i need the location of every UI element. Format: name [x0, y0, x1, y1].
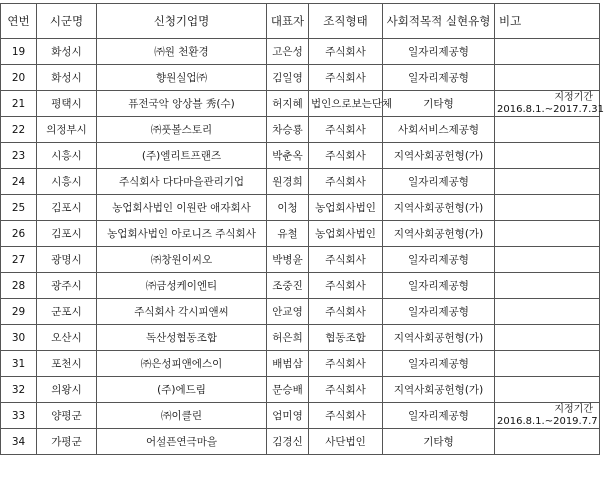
table-row: [1, 39, 600, 65]
cell-note: 지정기간 2016.8.1.~2017.7.31: [495, 91, 600, 117]
cell-representative: 유철: [267, 221, 309, 247]
cell-note: 지정기간 2016.8.1.~2019.7.7: [495, 403, 600, 429]
cell-purpose-type: 일자리제공형: [383, 351, 495, 377]
cell-org-type: 주식회사: [309, 299, 383, 325]
table-header-row: [1, 4, 600, 39]
cell-purpose-type: 일자리제공형: [383, 299, 495, 325]
table-row: [1, 247, 600, 273]
cell-company: 농업회사법인 아로니즈 주식회사: [97, 221, 267, 247]
cell-city: 시흥시: [37, 143, 97, 169]
cell-company: ㈜이클린: [97, 403, 267, 429]
cell-city: 시흥시: [37, 169, 97, 195]
cell-purpose-type: 지역사회공헌형(가): [383, 377, 495, 403]
cell-company: 주식회사 각시피앤씨: [97, 299, 267, 325]
table-row: [1, 403, 600, 429]
cell-representative: 박춘옥: [267, 143, 309, 169]
cell-org-type: 농업회사법인: [309, 221, 383, 247]
cell-org-type: 주식회사: [309, 143, 383, 169]
cell-note: [495, 351, 600, 377]
cell-city: 가평군: [37, 429, 97, 455]
cell-no: 24: [1, 169, 37, 195]
header-note: 비고: [495, 4, 600, 39]
cell-city: 군포시: [37, 299, 97, 325]
cell-representative: 원경희: [267, 169, 309, 195]
cell-no: 22: [1, 117, 37, 143]
cell-company: ㈜금성케이엔티: [97, 273, 267, 299]
cell-purpose-type: 지역사회공헌형(가): [383, 143, 495, 169]
table-row: [1, 195, 600, 221]
cell-representative: 조중진: [267, 273, 309, 299]
cell-company: ㈜창원이씨오: [97, 247, 267, 273]
header-city: 시군명: [37, 4, 97, 39]
cell-org-type: 법인으로보는단체: [309, 91, 383, 117]
cell-city: 의왕시: [37, 377, 97, 403]
cell-note: [495, 169, 600, 195]
table-row: [1, 429, 600, 455]
company-list-document: [0, 3, 604, 455]
cell-org-type: 주식회사: [309, 351, 383, 377]
cell-company: 농업회사법인 이원란 애자회사: [97, 195, 267, 221]
cell-purpose-type: 일자리제공형: [383, 247, 495, 273]
cell-org-type: 농업회사법인: [309, 195, 383, 221]
cell-city: 포천시: [37, 351, 97, 377]
cell-representative: 이청: [267, 195, 309, 221]
cell-org-type: 주식회사: [309, 65, 383, 91]
cell-no: 28: [1, 273, 37, 299]
cell-no: 20: [1, 65, 37, 91]
cell-representative: 김일영: [267, 65, 309, 91]
table-row: [1, 221, 600, 247]
table-row: [1, 377, 600, 403]
cell-no: 31: [1, 351, 37, 377]
cell-representative: 문승배: [267, 377, 309, 403]
cell-purpose-type: 지역사회공헌형(가): [383, 195, 495, 221]
cell-city: 평택시: [37, 91, 97, 117]
cell-note: [495, 377, 600, 403]
cell-org-type: 주식회사: [309, 39, 383, 65]
cell-no: 30: [1, 325, 37, 351]
cell-representative: 김경신: [267, 429, 309, 455]
cell-org-type: 주식회사: [309, 377, 383, 403]
cell-city: 김포시: [37, 221, 97, 247]
cell-purpose-type: 일자리제공형: [383, 39, 495, 65]
table-body: [1, 39, 604, 455]
table-row: [1, 273, 600, 299]
cell-note: [495, 195, 600, 221]
cell-company: 퓨전국악 앙상블 秀(수): [97, 91, 267, 117]
cell-city: 의정부시: [37, 117, 97, 143]
cell-representative: 박병윤: [267, 247, 309, 273]
cell-representative: 허지혜: [267, 91, 309, 117]
cell-org-type: 사단법인: [309, 429, 383, 455]
cell-company: ㈜은성피앤에스이: [97, 351, 267, 377]
cell-note: [495, 39, 600, 65]
cell-company: 독산성협동조합: [97, 325, 267, 351]
table-row: [1, 117, 600, 143]
cell-city: 김포시: [37, 195, 97, 221]
table-row: [1, 351, 600, 377]
cell-city: 화성시: [37, 39, 97, 65]
cell-no: 32: [1, 377, 37, 403]
cell-company: 향원실업㈜: [97, 65, 267, 91]
cell-company: 주식회사 다다마을관리기업: [97, 169, 267, 195]
cell-org-type: 주식회사: [309, 169, 383, 195]
cell-city: 화성시: [37, 65, 97, 91]
cell-org-type: 주식회사: [309, 403, 383, 429]
cell-no: 25: [1, 195, 37, 221]
cell-company: (주)엘리트프랜즈: [97, 143, 267, 169]
cell-city: 광주시: [37, 273, 97, 299]
cell-purpose-type: 기타형: [383, 429, 495, 455]
cell-org-type: 주식회사: [309, 117, 383, 143]
cell-company: 어설픈연극마을: [97, 429, 267, 455]
cell-representative: 안교영: [267, 299, 309, 325]
cell-org-type: 협동조합: [309, 325, 383, 351]
cell-purpose-type: 사회서비스제공형: [383, 117, 495, 143]
header-company: 신청기업명: [97, 4, 267, 39]
table-row: [1, 65, 600, 91]
cell-note: [495, 117, 600, 143]
cell-org-type: 주식회사: [309, 247, 383, 273]
cell-company: ㈜원 천환경: [97, 39, 267, 65]
cell-purpose-type: 일자리제공형: [383, 169, 495, 195]
cell-company: ㈜풋볼스토리: [97, 117, 267, 143]
cell-no: 27: [1, 247, 37, 273]
cell-city: 오산시: [37, 325, 97, 351]
cell-company: (주)에드림: [97, 377, 267, 403]
cell-representative: 엄미영: [267, 403, 309, 429]
header-org-type: 조직형태: [309, 4, 383, 39]
cell-note: [495, 273, 600, 299]
header-purpose-type: 사회적목적 실현유형: [383, 4, 495, 39]
cell-city: 양평군: [37, 403, 97, 429]
table-row: [1, 143, 600, 169]
cell-note: [495, 429, 600, 455]
cell-note: [495, 325, 600, 351]
cell-purpose-type: 지역사회공헌형(가): [383, 221, 495, 247]
cell-purpose-type: 기타형: [383, 91, 495, 117]
cell-purpose-type: 지역사회공헌형(가): [383, 325, 495, 351]
cell-no: 19: [1, 39, 37, 65]
header-representative: 대표자: [267, 4, 309, 39]
cell-city: 광명시: [37, 247, 97, 273]
cell-representative: 고은성: [267, 39, 309, 65]
cell-no: 34: [1, 429, 37, 455]
table-row: [1, 169, 600, 195]
table-row: [1, 299, 600, 325]
cell-purpose-type: 일자리제공형: [383, 65, 495, 91]
header-no: 연번: [1, 4, 37, 39]
cell-purpose-type: 일자리제공형: [383, 403, 495, 429]
cell-no: 29: [1, 299, 37, 325]
cell-representative: 배범삼: [267, 351, 309, 377]
cell-no: 26: [1, 221, 37, 247]
cell-note: [495, 247, 600, 273]
cell-note: [495, 143, 600, 169]
cell-note: [495, 299, 600, 325]
cell-purpose-type: 일자리제공형: [383, 273, 495, 299]
cell-representative: 허은희: [267, 325, 309, 351]
table-row: [1, 325, 600, 351]
cell-representative: 차승룡: [267, 117, 309, 143]
cell-org-type: 주식회사: [309, 273, 383, 299]
table-row: [1, 91, 600, 117]
cell-no: 33: [1, 403, 37, 429]
cell-no: 23: [1, 143, 37, 169]
social-enterprise-table: [0, 3, 604, 455]
cell-note: [495, 65, 600, 91]
cell-note: [495, 221, 600, 247]
cell-no: 21: [1, 91, 37, 117]
